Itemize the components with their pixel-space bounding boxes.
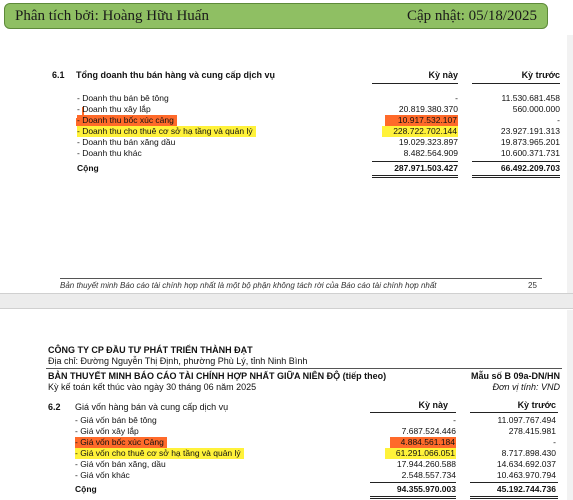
company-address: Địa chỉ: Đường Nguyễn Thị Định, phường Phù Lý, tỉnh Ninh Bình bbox=[48, 356, 308, 366]
table-cell-current: 19.029.323.897 bbox=[398, 137, 458, 147]
column-header-current: Kỳ này bbox=[428, 70, 458, 80]
page-edge bbox=[567, 310, 573, 500]
table-cell-prior: - bbox=[557, 115, 560, 125]
table-row-label-highlighted: - Doanh thu cho thuê cơ sở hạ tầng và quản lý bbox=[77, 126, 256, 137]
table-row-label-highlighted: - Doanh thu bốc xúc cảng bbox=[77, 115, 177, 126]
total-double-rule-prior bbox=[472, 175, 560, 178]
total-prior: 45.192.744.736 bbox=[496, 484, 556, 494]
header-rule bbox=[46, 368, 562, 369]
table-cell-current: 20.819.380.370 bbox=[398, 104, 458, 114]
total-label: Cộng bbox=[75, 484, 97, 494]
table-row-label: - Giá vốn khác bbox=[75, 470, 130, 480]
table-row-label: - Doanh thu bán bê tông bbox=[77, 93, 169, 103]
form-number: Mẫu số B 09a-DN/HN bbox=[470, 371, 560, 381]
table-row-label: - Doanh thu xây lắp bbox=[77, 104, 151, 114]
total-double-rule-current bbox=[372, 175, 458, 178]
table-cell-current: - bbox=[453, 415, 456, 425]
page-edge bbox=[567, 35, 573, 293]
page-separator bbox=[0, 293, 573, 309]
header-underline-current bbox=[372, 83, 458, 84]
total-rule-prior bbox=[472, 161, 560, 162]
table-cell-current-highlighted: 228.722.702.144 bbox=[382, 126, 458, 137]
table-cell-current-highlighted: 10.917.532.107 bbox=[385, 115, 458, 126]
total-current: 94.355.970.003 bbox=[396, 484, 456, 494]
table-cell-prior: 10.463.970.794 bbox=[496, 470, 556, 480]
column-header-prior: Kỳ trước bbox=[521, 70, 560, 80]
header-underline-prior bbox=[472, 83, 560, 84]
table-cell-prior: - bbox=[553, 437, 556, 447]
column-header-current: Kỳ này bbox=[418, 400, 448, 410]
table-row-label: - Giá vốn bán xăng, dầu bbox=[75, 459, 166, 469]
total-label: Cộng bbox=[77, 163, 99, 173]
table-row-label-highlighted: - Giá vốn cho thuê cơ sở hạ tầng và quản lý bbox=[75, 448, 244, 459]
header-underline-current bbox=[370, 412, 456, 413]
total-rule-current bbox=[372, 161, 458, 162]
company-name: CÔNG TY CP ĐẦU TƯ PHÁT TRIỂN THÀNH ĐẠT bbox=[48, 345, 253, 355]
section-title: Tổng doanh thu bán hàng và cung cấp dịch vụ bbox=[76, 70, 276, 80]
table-cell-current: 2.548.557.734 bbox=[401, 470, 456, 480]
page-number: 25 bbox=[528, 281, 537, 290]
table-cell-prior: 560.000.000 bbox=[512, 104, 560, 114]
table-cell-prior: 8.717.898.430 bbox=[501, 448, 556, 458]
table-cell-prior: 19.873.965.201 bbox=[500, 137, 560, 147]
update-date-label: Cập nhật: 05/18/2025 bbox=[407, 7, 537, 24]
analysis-banner bbox=[4, 3, 548, 29]
column-header-prior: Kỳ trước bbox=[517, 400, 556, 410]
table-row-label: - Doanh thu bán xăng dầu bbox=[77, 137, 176, 147]
section-number: 6.2 bbox=[48, 402, 61, 412]
table-row-label-highlighted: - Giá vốn bốc xúc Cảng bbox=[75, 437, 167, 448]
table-cell-prior: 14.634.692.037 bbox=[496, 459, 556, 469]
table-cell-current-highlighted: 4.884.561.184 bbox=[390, 437, 456, 448]
table-cell-current-highlighted: 61.291.066.051 bbox=[385, 448, 456, 459]
table-cell-current: 8.482.564.909 bbox=[403, 148, 458, 158]
total-double-rule-prior bbox=[470, 496, 558, 499]
total-prior: 66.492.209.703 bbox=[500, 163, 560, 173]
section-title: Giá vốn hàng bán và cung cấp dịch vụ bbox=[75, 402, 229, 412]
analyst-label: Phân tích bởi: Hoàng Hữu Huấn bbox=[15, 7, 209, 24]
table-cell-prior: 10.600.371.731 bbox=[500, 148, 560, 158]
accounting-period: Kỳ kế toán kết thúc vào ngày 30 tháng 06 năm 2025 bbox=[48, 382, 257, 392]
header-underline-prior bbox=[470, 412, 558, 413]
table-cell-prior: 23.927.191.313 bbox=[500, 126, 560, 136]
table-row-label: - Giá vốn xây lắp bbox=[75, 426, 139, 436]
footer-note: Bản thuyết minh Báo cáo tài chính hợp nhất là một bộ phận không tách rời của Báo cáo tài chính hợp nhất bbox=[60, 281, 437, 290]
table-cell-current: 7.687.524.446 bbox=[401, 426, 456, 436]
total-rule-current bbox=[370, 482, 456, 483]
currency-unit: Đơn vị tính: VND bbox=[492, 382, 560, 392]
total-current: 287.971.503.427 bbox=[394, 163, 458, 173]
section-number: 6.1 bbox=[52, 70, 65, 80]
report-title: BẢN THUYẾT MINH BÁO CÁO TÀI CHÍNH HỢP NHẤT GIỮA NIÊN ĐỘ (tiếp theo) bbox=[48, 371, 387, 381]
table-cell-current: - bbox=[455, 93, 458, 103]
table-cell-current: 17.944.260.588 bbox=[396, 459, 456, 469]
footer-rule bbox=[60, 278, 542, 279]
total-double-rule-current bbox=[370, 496, 456, 499]
table-cell-prior: 11.097.767.494 bbox=[497, 415, 556, 425]
table-cell-prior: 11.530.681.458 bbox=[501, 93, 560, 103]
table-row-label: - Doanh thu khác bbox=[77, 148, 142, 158]
table-cell-prior: 278.415.981 bbox=[508, 426, 556, 436]
total-rule-prior bbox=[470, 482, 558, 483]
table-row-label: - Giá vốn bán bê tông bbox=[75, 415, 157, 425]
